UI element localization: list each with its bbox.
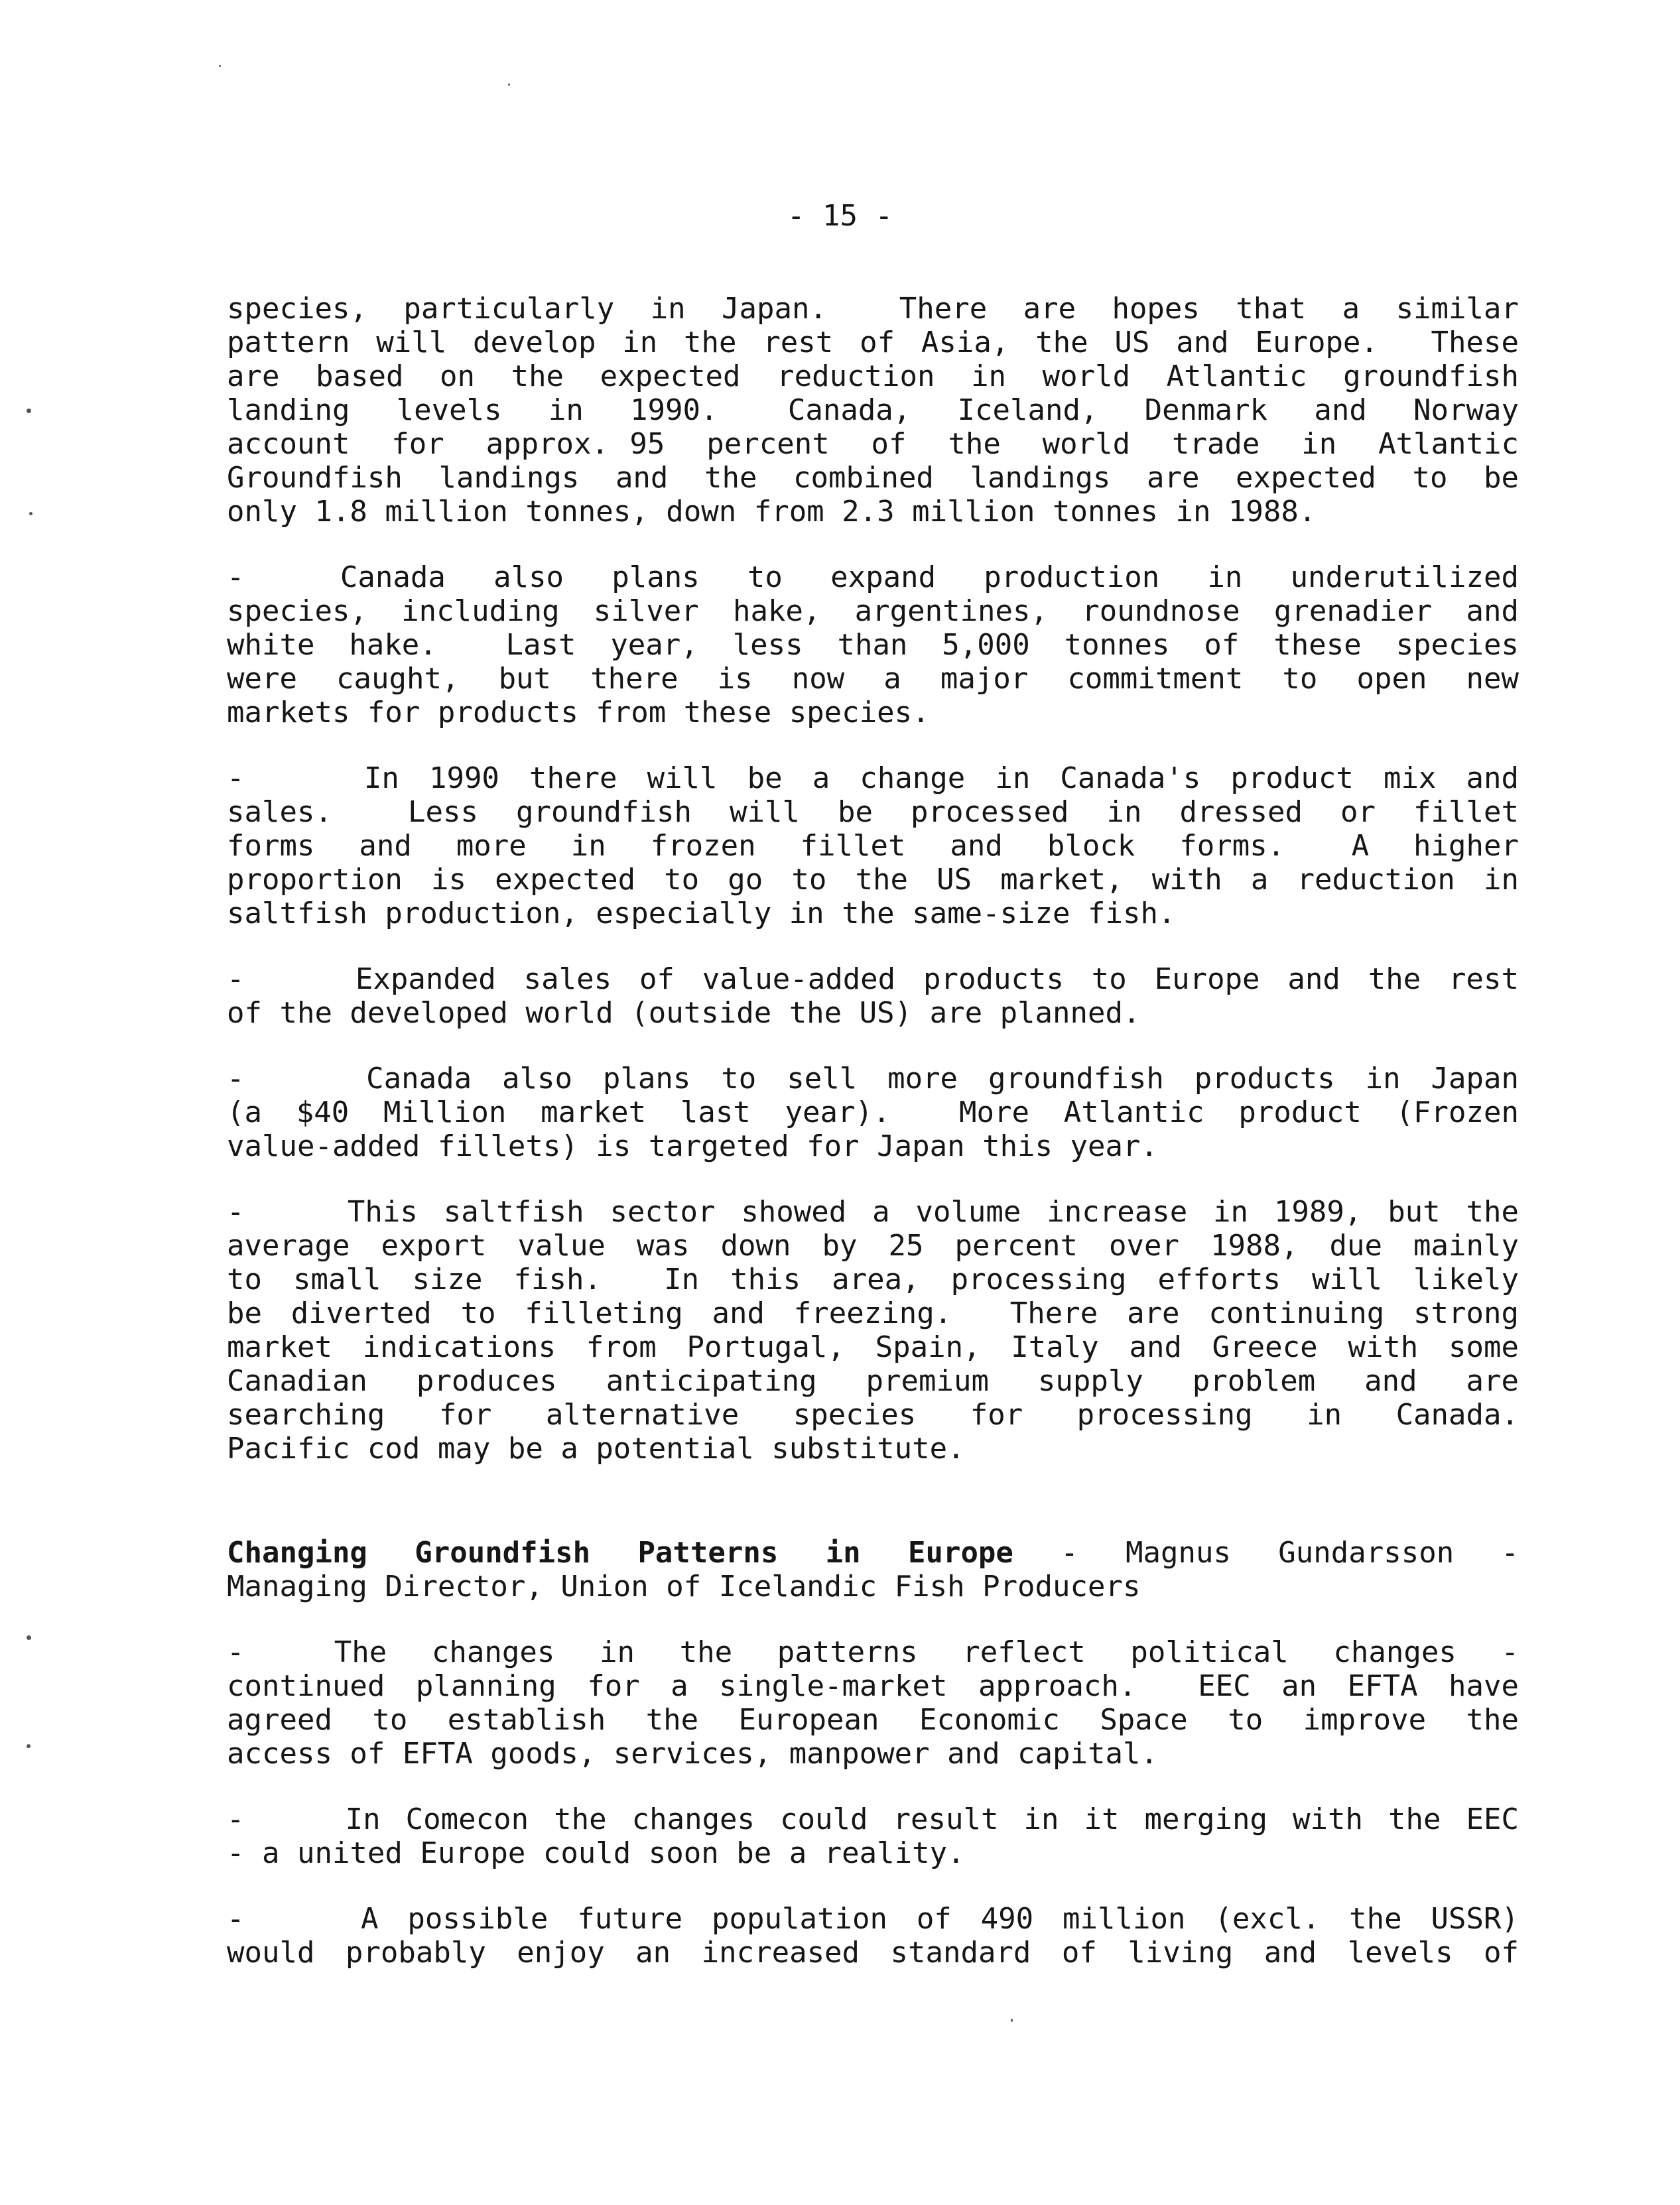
text-line: access of EFTA goods, services, manpower and capital. xyxy=(227,1737,1158,1771)
text-line: - Expanded sales of value-added products to Europe and the rest xyxy=(227,962,1519,996)
paragraph-value-added-sales xyxy=(227,962,1519,1030)
text-line: - In 1990 there will be a change in Canada's product mix and xyxy=(227,761,1519,795)
text-line: - Canada also plans to sell more groundfish products in Japan xyxy=(227,1062,1519,1096)
text-line: would probably enjoy an increased standard of living and levels of xyxy=(227,1936,1519,1970)
text-line: only 1.8 million tonnes, down from 2.3 million tonnes in 1988. xyxy=(227,495,1317,529)
text-line: species, including silver hake, argentines, roundnose grenadier and xyxy=(227,594,1519,628)
document-body xyxy=(227,292,1519,2001)
text-line: account for approx. 95 percent of the world trade in Atlantic xyxy=(227,427,1519,461)
text-line: agreed to establish the European Economic Space to improve the xyxy=(227,1703,1519,1737)
text-line: continued planning for a single-market approach. EEC an EFTA have xyxy=(227,1669,1519,1703)
text-line: were caught, but there is now a major commitment to open new xyxy=(227,662,1519,696)
scan-speck xyxy=(27,1635,31,1640)
section-heading-line xyxy=(227,1536,1519,1570)
text-line: white hake. Last year, less than 5,000 tonnes of these species xyxy=(227,628,1519,662)
paragraph-japan-asia-outlook xyxy=(227,292,1519,529)
scan-speck xyxy=(27,1744,31,1748)
text-line: saltfish production, especially in the same-size fish. xyxy=(227,897,1176,930)
text-line: Groundfish landings and the combined landings are expected to be xyxy=(227,461,1519,495)
text-line: be diverted to filleting and freezing. There are continuing strong xyxy=(227,1296,1519,1330)
section-speaker-title: Managing Director, Union of Icelandic Fish Producers xyxy=(227,1570,1141,1604)
text-line: - This saltfish sector showed a volume increase in 1989, but the xyxy=(227,1195,1519,1229)
text-line: - A possible future population of 490 million (excl. the USSR) xyxy=(227,1902,1519,1936)
text-line: landing levels in 1990. Canada, Iceland, Denmark and Norway xyxy=(227,393,1519,427)
text-line: forms and more in frozen fillet and block forms. A higher xyxy=(227,829,1519,863)
text-line: markets for products from these species. xyxy=(227,696,930,729)
text-line: species, particularly in Japan. There are hopes that a similar xyxy=(227,292,1519,326)
scan-speck xyxy=(508,84,510,86)
text-line: to small size fish. In this area, processing efforts will likely xyxy=(227,1263,1519,1296)
text-line: Canadian produces anticipating premium supply problem and are xyxy=(227,1364,1519,1398)
section-title: Changing Groundfish Patterns in Europe xyxy=(227,1536,1013,1570)
text-line: of the developed world (outside the US) are planned. xyxy=(227,996,1141,1030)
paragraph-comecon xyxy=(227,1802,1519,1870)
paragraph-japan-market xyxy=(227,1062,1519,1163)
text-line: (a $40 Million market last year). More Atlantic product (Frozen xyxy=(227,1096,1519,1129)
section-heading xyxy=(227,1536,1519,1604)
text-line: - a united Europe could soon be a reality. xyxy=(227,1836,965,1870)
text-line: sales. Less groundfish will be processed in dressed or fillet xyxy=(227,795,1519,829)
scan-speck xyxy=(1011,2019,1013,2022)
scan-speck xyxy=(29,512,32,515)
text-line: searching for alternative species for processing in Canada. xyxy=(227,1398,1519,1432)
text-line: proportion is expected to go to the US market, with a reduction in xyxy=(227,863,1519,897)
text-line: - In Comecon the changes could result in it merging with the EEC xyxy=(227,1802,1519,1836)
text-line: market indications from Portugal, Spain, Italy and Greece with some xyxy=(227,1330,1519,1364)
paragraph-saltfish-sector xyxy=(227,1195,1519,1466)
paragraph-population xyxy=(227,1902,1519,1970)
page-number: - 15 - xyxy=(787,199,893,233)
paragraph-political-changes xyxy=(227,1635,1519,1771)
section-speaker: - Magnus Gundarsson - xyxy=(1013,1536,1519,1570)
text-line: pattern will develop in the rest of Asia, the US and Europe. These xyxy=(227,326,1519,359)
text-line: average export value was down by 25 percent over 1988, due mainly xyxy=(227,1229,1519,1263)
text-line: are based on the expected reduction in world Atlantic groundfish xyxy=(227,359,1519,393)
paragraph-product-mix xyxy=(227,761,1519,930)
text-line: value-added fillets) is targeted for Japan this year. xyxy=(227,1129,1158,1163)
scan-speck xyxy=(27,409,31,413)
text-line: Pacific cod may be a potential substitute. xyxy=(227,1432,965,1466)
paragraph-underutilized-species xyxy=(227,560,1519,729)
text-line: - The changes in the patterns reflect political changes - xyxy=(227,1635,1519,1669)
scan-speck xyxy=(219,65,221,67)
text-line: - Canada also plans to expand production in underutilized xyxy=(227,560,1519,594)
